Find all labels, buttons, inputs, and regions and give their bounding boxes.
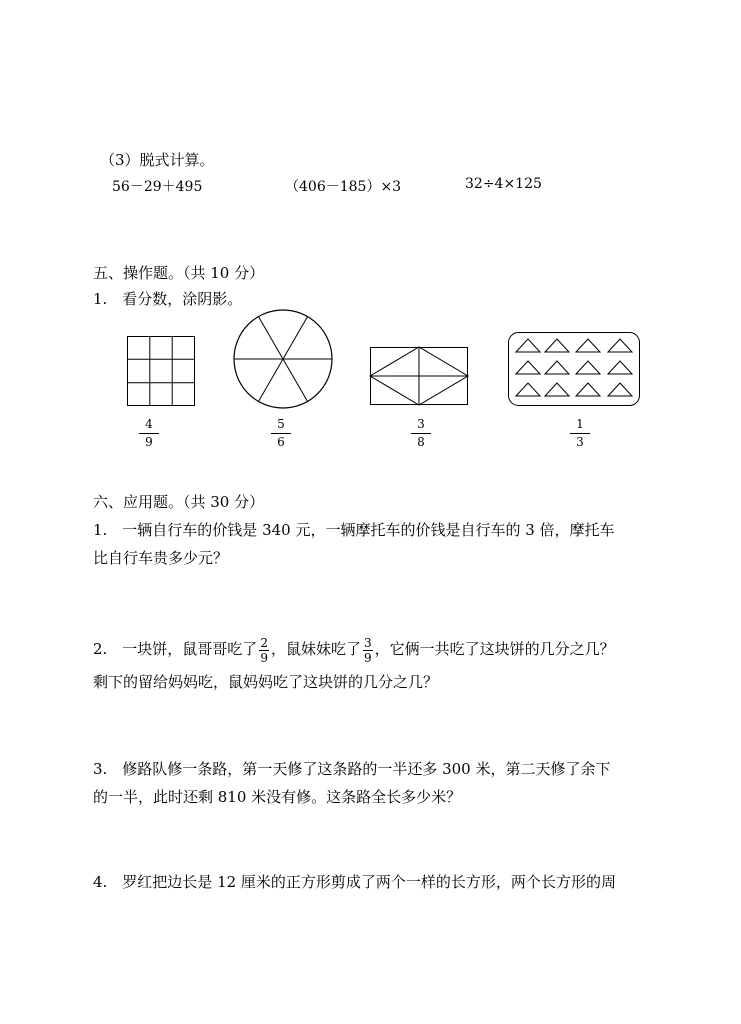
fraction-1-3: 1 3 — [570, 418, 590, 449]
expression-1: 56－29＋495 — [112, 179, 203, 195]
part3-title: （3）脱式计算。 — [100, 151, 215, 169]
section6-q1-line1: 1. 一辆自行车的价钱是 340 元，一辆摩托车的价钱是自行车的 3 倍，摩托车 — [93, 521, 615, 539]
grid-figure — [127, 336, 195, 406]
section6-q1-line2: 比自行车贵多少元？ — [93, 549, 229, 567]
triangles-figure — [508, 332, 640, 406]
fraction-4-9: 4 9 — [139, 418, 159, 449]
fraction-3-8: 3 8 — [411, 418, 431, 449]
section5-q1: 1. 看分数，涂阴影。 — [93, 290, 243, 308]
section5-title: 五、操作题。（共 10 分） — [93, 264, 265, 282]
expression-3: 32÷4×125 — [465, 176, 542, 192]
section6-q2-line2: 剩下的留给妈妈吃，鼠妈妈吃了这块饼的几分之几？ — [93, 673, 439, 691]
section6-q3-line1: 3. 修路队修一条路，第一天修了这条路的一半还多 300 米，第二天修了余下 — [93, 760, 611, 778]
section6-q3-line2: 的一半，此时还剩 810 米没有修。这条路全长多少米？ — [93, 788, 462, 806]
circle-figure — [233, 309, 333, 409]
section6-q2-line1: 2. 一块饼，鼠哥哥吃了 $\frac{2}{9}$ ，鼠妹妹吃了 $\frac{3}{9}$ ，它俩一共吃了这块饼的几分之几？ — [93, 635, 615, 665]
section6-q4-line1: 4. 罗红把边长是 12 厘米的正方形剪成了两个一样的长方形，两个长方形的周 — [93, 873, 616, 891]
expression-2: （406－185）×3 — [285, 179, 402, 195]
fraction-2-9: $\frac{2}{9}$ — [260, 635, 268, 665]
fraction-5-6: 5 6 — [271, 418, 291, 449]
fraction-3-9: $\frac{3}{9}$ — [363, 635, 372, 665]
diamond-rectangle-figure — [370, 347, 468, 405]
section6-title: 六、应用题。（共 30 分） — [93, 493, 265, 511]
